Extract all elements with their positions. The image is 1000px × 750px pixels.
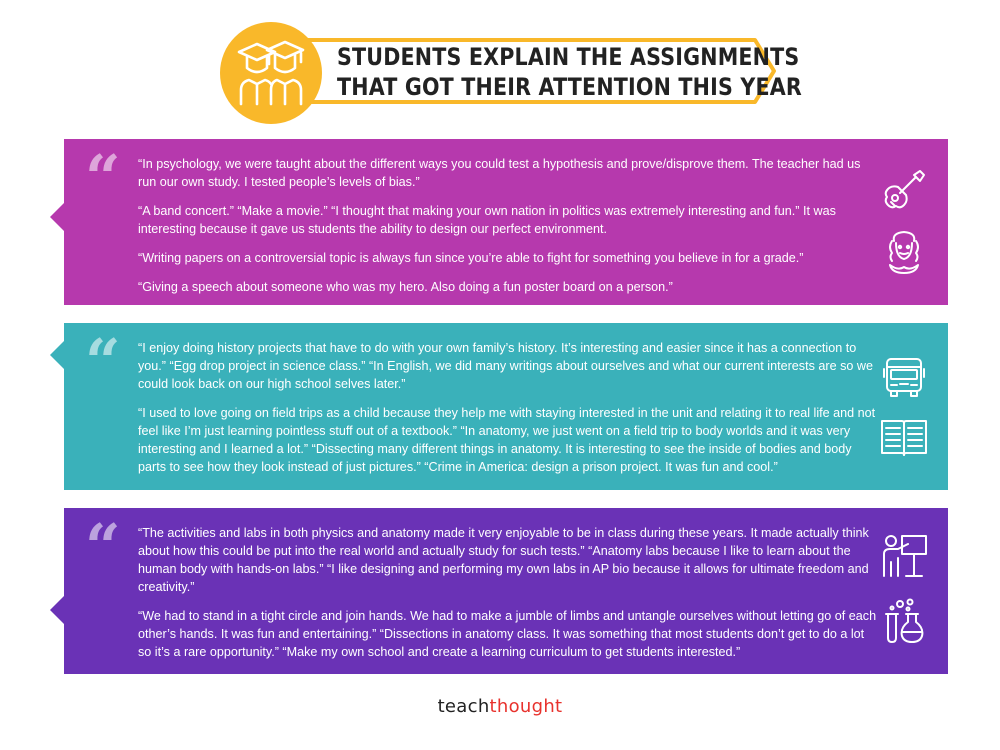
quote-paragraph: “Giving a speech about someone who was my hero. Also doing a fun poster board on a person.” xyxy=(138,280,673,294)
quote-panel-science xyxy=(64,508,948,674)
page-title-line-1: STUDENTS EXPLAIN THE ASSIGNMENTS xyxy=(337,43,800,71)
teacher-presentation-icon xyxy=(878,532,930,580)
header xyxy=(220,22,802,124)
panel-notch xyxy=(50,596,64,624)
quote-paragraph: “In psychology, we were taught about the different ways you could test a hypothesis and prove/disprove them. The teacher had us run our own study. I tested people’s levels of bias.” xyxy=(138,157,861,189)
panel-notch xyxy=(50,203,64,231)
quote-mark-icon: “ xyxy=(85,510,121,583)
panel-text xyxy=(138,524,878,672)
quote-panel-history xyxy=(64,323,948,490)
guitar-icon xyxy=(878,167,930,215)
page-title-line-2: THAT GOT THEIR ATTENTION THIS YEAR xyxy=(337,73,802,101)
quote-panel-psychology xyxy=(64,139,948,305)
quote-mark-icon: “ xyxy=(85,141,121,214)
quote-paragraph: “The activities and labs in both physics and anatomy made it very enjoyable to be in class during these years. It made actually think about how this could be put into the real world and actually study for such tests.” “Anatomy labs because I like to learn about the human body with hands-on labs.” “I like designing and performing my own labs in AP bio because it allows for ultimate freedom and creativity.” xyxy=(138,526,869,594)
header-badge xyxy=(220,22,322,124)
panel-text xyxy=(138,339,878,487)
title-banner xyxy=(305,34,802,108)
quote-paragraph: “A band concert.” “Make a movie.” “I thought that making your own nation in politics was extremely interesting and fun.” It was interesting because it gave us students the ability to design our perfect environment. xyxy=(138,204,836,236)
brand-name-part-2: thought xyxy=(489,696,563,717)
shakespeare-icon xyxy=(878,227,930,275)
page-title xyxy=(337,42,802,102)
panel-text xyxy=(138,155,878,307)
brand-logo xyxy=(0,696,1000,717)
panel-notch xyxy=(50,341,64,369)
open-book-icon xyxy=(878,413,930,461)
quote-paragraph: “We had to stand in a tight circle and join hands. We had to make a jumble of limbs and untangle ourselves without letting go of each other’s hands. It was fun and entertaining.” “Dissections in anatomy class. It was something that most students don’t get to do a lot so it’s a rare opportunity.” “Make my own school and create a learning curriculum to get students interested.” xyxy=(138,609,877,659)
school-bus-icon xyxy=(878,353,930,401)
brand-name-part-1: teach xyxy=(437,696,490,717)
quote-paragraph: “I enjoy doing history projects that have to do with your own family’s history. It’s interesting and easier since it has a connection to you.” “Egg drop project in science class.” “In English, we did many writings about ourselves and what our current interests are so we could look back on our high school selves later.” xyxy=(138,341,873,391)
graduates-icon xyxy=(235,38,307,108)
quote-mark-icon: “ xyxy=(85,325,121,398)
chemistry-flask-icon xyxy=(878,596,930,644)
quote-paragraph: “Writing papers on a controversial topic is always fun since you’re able to fight for something you believe in for a grade.” xyxy=(138,251,804,265)
quote-paragraph: “I used to love going on field trips as a child because they help me with staying interested in the unit and relating it to real life and not feel like I’m just learning pointless stuff out of a textbook.” “In anatomy, we just went on a field trip to body worlds and it was very interesting and I learned a lot.” “Dissecting many different things in anatomy. It is interesting to see the inside of bodies and body parts to see how they look instead of just pictures.” “Crime in America: design a prison project. It was fun and cool.” xyxy=(138,406,876,474)
